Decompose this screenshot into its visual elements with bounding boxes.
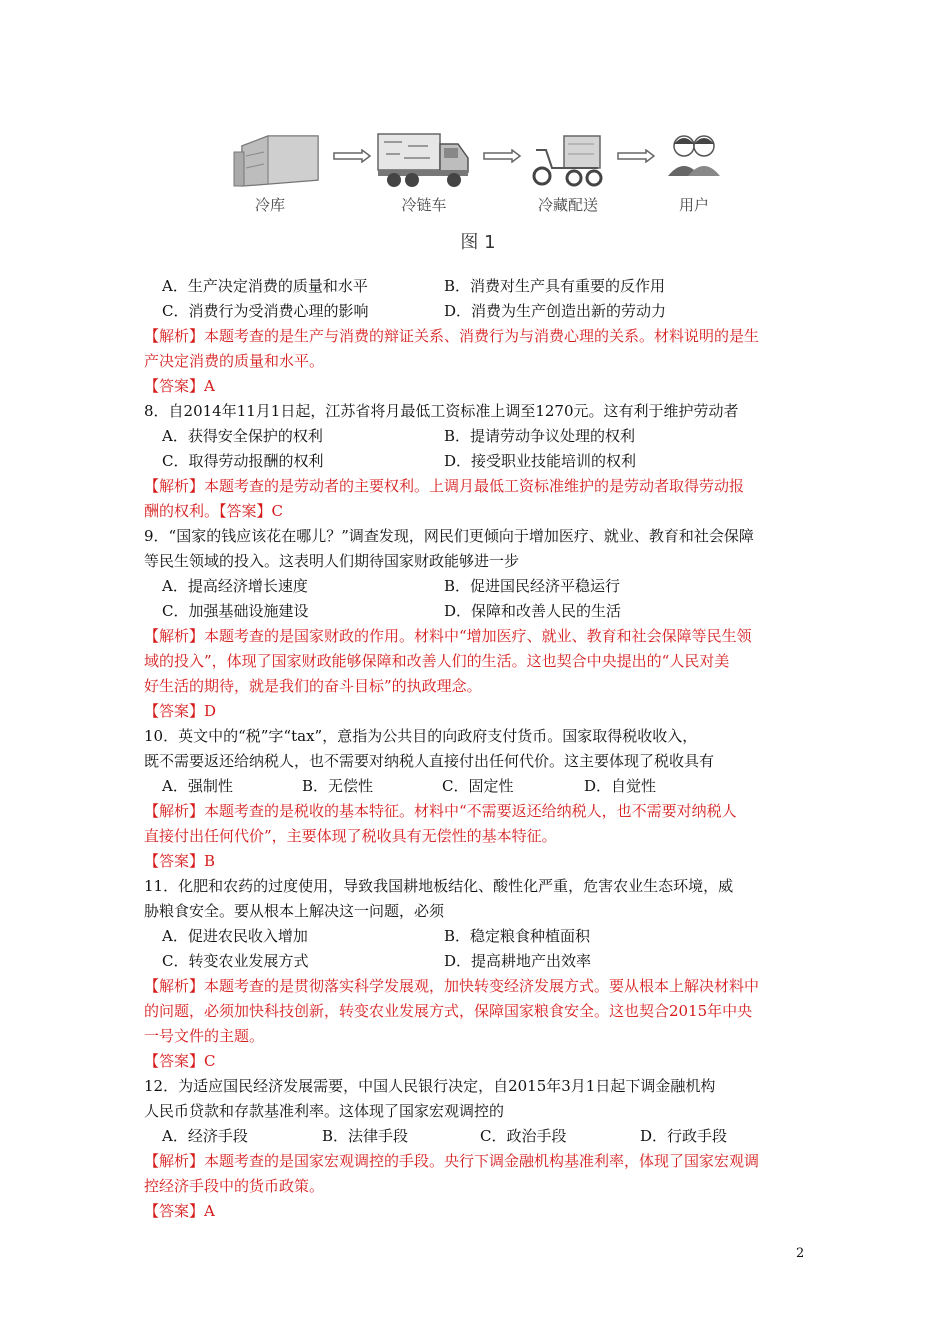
q9-option-a: A．提高经济增长速度 — [162, 577, 308, 595]
q7-options-row-2 — [144, 299, 810, 324]
q9-stem: 9．“国家的钱应该花在哪儿？”调查发现，网民们更倾向于增加医疗、就业、教育和社会保障 — [144, 527, 754, 545]
q8-analysis-tail: 酬的权利。 — [144, 502, 220, 520]
q8-stem: 8．自2014年11月1日起，江苏省将月最低工资标准上调至1270元。这有利于维护劳动者 — [144, 402, 739, 420]
q9-option-b: B．促进国民经济平稳运行 — [444, 577, 621, 595]
q12-analysis-line: 【解析】本题考查的是国家宏观调控的手段。央行下调金融机构基准利率，体现了国家宏观调 — [144, 1152, 760, 1170]
answer-letter: C — [204, 1052, 216, 1070]
q11-option-d: D．提高耕地产出效率 — [444, 952, 592, 970]
q10-analysis-line: 直接付出任何代价”，主要体现了税收具有无偿性的基本特征。 — [144, 827, 557, 845]
q11-option-c: C．转变农业发展方式 — [162, 952, 309, 970]
figure-label-cold-storage: 冷库 — [254, 196, 285, 214]
users-icon — [664, 132, 724, 182]
q8-option-a: A．获得安全保护的权利 — [162, 427, 323, 445]
q10-option-b: B．无偿性 — [302, 777, 374, 795]
answer-label: 【答案】 — [219, 502, 272, 520]
q9-options-row-1 — [144, 574, 810, 599]
q9-answer — [144, 699, 810, 724]
figure-label-cold-delivery: 冷藏配送 — [537, 196, 598, 214]
figure-label-truck: 冷链车 — [401, 196, 447, 214]
q12-stem: 12．为适应国民经济发展需要，中国人民银行决定，自2015年3月1日起下调金融机构 — [144, 1077, 716, 1095]
question-content — [144, 274, 810, 1224]
arrow-right-icon — [616, 148, 656, 167]
q11-analysis-line: 的问题，必须加快科技创新，转变农业发展方式，保障国家粮食安全。这也契合2015年中央 — [144, 1002, 753, 1020]
q8-analysis-line: 【解析】本题考查的是劳动者的主要权利。上调月最低工资标准维护的是劳动者取得劳动报 — [144, 477, 745, 495]
q11-analysis-line: 【解析】本题考查的是贯彻落实科学发展观，加快转变经济发展方式。要从根本上解决材料中 — [144, 977, 760, 995]
q10-answer — [144, 849, 810, 874]
answer-label: 【答案】 — [144, 702, 205, 720]
q7-option-b: B．消费对生产具有重要的反作用 — [444, 277, 666, 295]
q10-analysis-line: 【解析】本题考查的是税收的基本特征。材料中“不需要返还给纳税人，也不需要对纳税人 — [144, 802, 737, 820]
q9-option-d: D．保障和改善人民的生活 — [444, 602, 622, 620]
q8-options-row-1 — [144, 424, 810, 449]
answer-letter: D — [204, 702, 217, 720]
q7-options-row-1 — [144, 274, 810, 299]
answer-label: 【答案】 — [144, 1052, 205, 1070]
q12-option-d: D．行政手段 — [640, 1127, 728, 1145]
q9-analysis-line: 好生活的期待，就是我们的奋斗目标”的执政理念。 — [144, 677, 482, 695]
q7-answer — [144, 374, 810, 399]
q9-analysis-line: 【解析】本题考查的是国家财政的作用。材料中“增加医疗、就业、教育和社会保障等民生领 — [144, 627, 752, 645]
q11-analysis-line: 一号文件的主题。 — [144, 1027, 265, 1045]
q12-analysis-line: 控经济手段中的货币政策。 — [144, 1177, 325, 1195]
q12-option-b: B．法律手段 — [322, 1127, 409, 1145]
q9-analysis-line: 域的投入”，体现了国家财政能够保障和改善人们的生活。这也契合中央提出的“人民对美 — [144, 652, 730, 670]
answer-label: 【答案】 — [144, 377, 205, 395]
q11-option-a: A．促进农民收入增加 — [162, 927, 308, 945]
answer-letter: A — [204, 1202, 215, 1220]
figure-caption: 图 1 — [460, 232, 496, 253]
q8-option-d: D．接受职业技能培训的权利 — [444, 452, 637, 470]
answer-label: 【答案】 — [144, 852, 205, 870]
arrow-right-icon — [332, 148, 372, 167]
q12-stem: 人民币贷款和存款基准利率。这体现了国家宏观调控的 — [144, 1102, 505, 1120]
q10-option-c: C．固定性 — [442, 777, 514, 795]
q11-options-row-2 — [144, 949, 810, 974]
q11-option-b: B．稳定粮食种植面积 — [444, 927, 591, 945]
q7-analysis-line: 【解析】本题考查的是生产与消费的辩证关系、消费行为与消费心理的关系。材料说明的是生 — [144, 327, 760, 345]
answer-letter: A — [204, 377, 215, 395]
q11-stem: 胁粮食安全。要从根本上解决这一问题，必须 — [144, 902, 445, 920]
q8-option-b: B．提请劳动争议处理的权利 — [444, 427, 636, 445]
q12-option-c: C．政治手段 — [480, 1127, 567, 1145]
q9-options-row-2 — [144, 599, 810, 624]
figure-1 — [228, 128, 728, 252]
q10-option-a: A．强制性 — [162, 777, 233, 795]
answer-label: 【答案】 — [144, 1202, 205, 1220]
q12-answer — [144, 1199, 810, 1224]
page-number: 2 — [796, 1246, 805, 1261]
q10-options-row — [144, 774, 810, 799]
q10-stem: 既不需要返还给纳税人，也不需要对纳税人直接付出任何代价。这主要体现了税收具有 — [144, 752, 715, 770]
figure-label-user: 用户 — [678, 196, 709, 214]
q12-option-a: A．经济手段 — [162, 1127, 248, 1145]
q9-stem: 等民生领域的投入。这表明人们期待国家财政能够进一步 — [144, 552, 520, 570]
q11-answer — [144, 1049, 810, 1074]
q7-analysis-line: 产决定消费的质量和水平。 — [144, 352, 325, 370]
q8-analysis-line — [144, 499, 810, 524]
q11-options-row-1 — [144, 924, 810, 949]
q10-stem: 10．英文中的“税”字“tax”，意指为公共目的向政府支付货币。国家取得税收收入， — [144, 727, 698, 745]
q10-option-d: D．自觉性 — [584, 777, 657, 795]
arrow-right-icon — [482, 148, 522, 167]
q7-option-a: A．生产决定消费的质量和水平 — [162, 277, 368, 295]
q7-option-c: C．消费行为受消费心理的影响 — [162, 302, 369, 320]
q9-option-c: C．加强基础设施建设 — [162, 602, 309, 620]
answer-letter: B — [204, 852, 216, 870]
cold-storage-icon — [230, 128, 326, 194]
q8-option-c: C．取得劳动报酬的权利 — [162, 452, 324, 470]
q8-options-row-2 — [144, 449, 810, 474]
answer-letter: C — [271, 502, 284, 520]
refrigerated-truck-icon — [374, 128, 474, 194]
tricycle-icon — [528, 130, 608, 194]
q7-option-d: D．消费为生产创造出新的劳动力 — [444, 302, 667, 320]
q12-options-row — [144, 1124, 810, 1149]
q11-stem: 11．化肥和农药的过度使用，导致我国耕地板结化、酸性化严重，危害农业生态环境，威 — [144, 877, 734, 895]
